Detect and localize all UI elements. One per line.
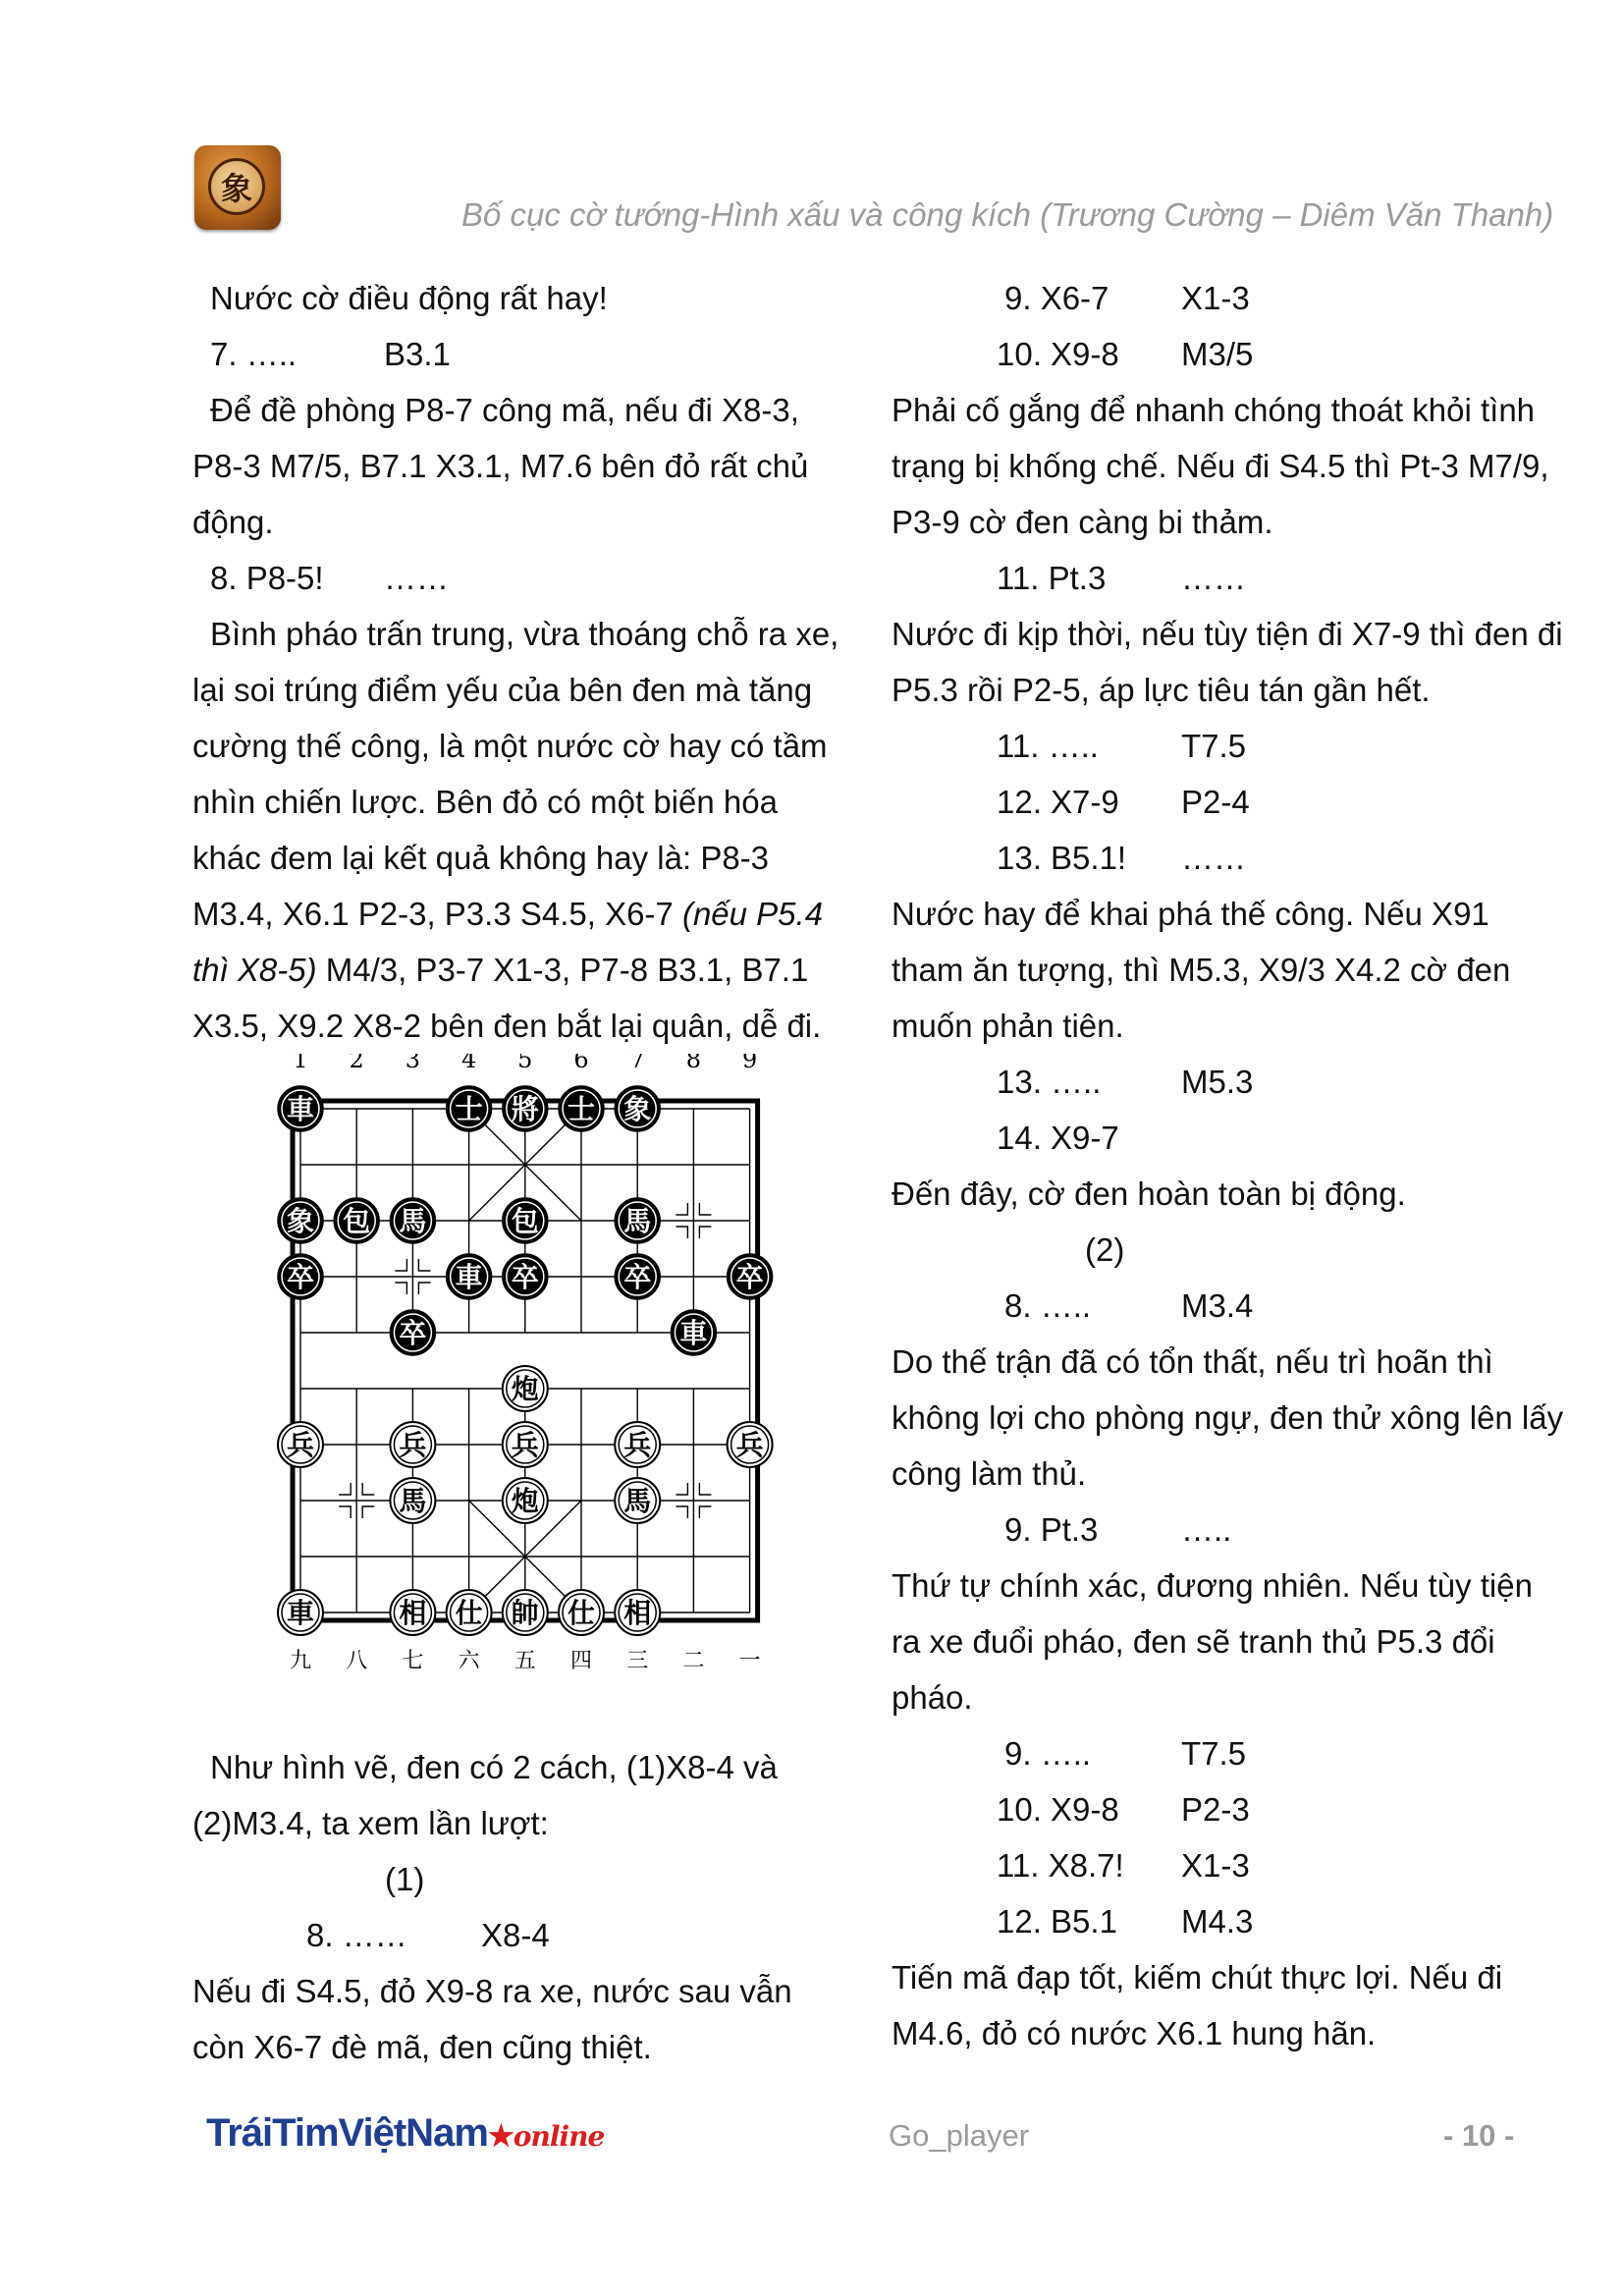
position-marker	[676, 1227, 687, 1238]
file-number-top: 3	[405, 1054, 421, 1073]
red-piece	[615, 1590, 660, 1635]
file-number-top: 7	[629, 1054, 645, 1073]
board-grid	[293, 1101, 758, 1620]
red-piece	[278, 1590, 323, 1635]
move-number: 11. …..	[997, 728, 1099, 764]
move-number: 14. X9-7	[997, 1120, 1119, 1156]
move-number: 8. …..	[1004, 1287, 1092, 1324]
move-line	[892, 326, 1569, 382]
piece-label: 馬	[399, 1485, 427, 1517]
black-piece	[728, 1254, 773, 1299]
move-line	[892, 1725, 1569, 1781]
brand-suffix: online	[513, 2120, 605, 2153]
paragraph-italic: (nếu P5.4 thì X8-5)	[192, 896, 824, 988]
move-line	[192, 1907, 840, 1963]
black-piece	[278, 1198, 323, 1243]
move-number: 8. P8-5!	[210, 560, 324, 596]
move-text: ……	[1181, 840, 1246, 876]
position-marker	[362, 1506, 374, 1518]
file-number-bottom: 二	[682, 1649, 705, 1673]
position-marker	[699, 1506, 711, 1518]
move-number: 10. X9-8	[997, 336, 1119, 372]
move-text: …..	[1181, 1511, 1232, 1548]
piece-label: 卒	[511, 1261, 539, 1293]
move-text: T7.5	[1181, 728, 1247, 764]
piece-label: 兵	[623, 1429, 652, 1461]
paragraph-text: Bình pháo trấn trung, vừa thoáng chỗ ra xe, lại soi trúng điểm yếu của bên đen mà tăng cường thế công, là một nước cờ hay có tầm nhìn chiến lược. Bên đỏ có một biến hóa khác đem lại kết quả không hay là: P8-3 M3.4, X6.1 P2-3, P3.3 S4.5, X6-7	[192, 616, 839, 932]
black-piece	[503, 1086, 548, 1131]
red-piece	[728, 1422, 773, 1467]
move-number: 10. X9-8	[997, 1791, 1119, 1828]
piece-label: 卒	[623, 1261, 652, 1293]
move-line	[892, 1054, 1569, 1110]
move-number: 12. X7-9	[997, 784, 1119, 820]
red-piece	[615, 1478, 660, 1523]
star-icon: ★	[487, 2120, 514, 2153]
piece-label: 仕	[567, 1597, 596, 1629]
paragraph: Đến đây, cờ đen hoàn toàn bị động.	[892, 1175, 1406, 1212]
move-line	[892, 830, 1569, 886]
piece-label: 兵	[735, 1429, 764, 1461]
red-piece	[390, 1422, 435, 1467]
move-text: T7.5	[1181, 1735, 1247, 1772]
right-column	[892, 270, 1569, 2061]
piece-label: 象	[623, 1093, 652, 1125]
red-piece	[447, 1590, 492, 1635]
position-marker	[699, 1483, 711, 1495]
footer-author: Go_player	[889, 2118, 1030, 2153]
footer-brand-logo	[206, 2111, 604, 2156]
black-piece	[447, 1086, 492, 1131]
move-line	[192, 550, 840, 606]
black-piece	[278, 1086, 323, 1131]
piece-label: 象	[286, 1205, 315, 1237]
red-piece	[503, 1590, 548, 1635]
piece-label: 士	[455, 1093, 483, 1125]
file-number-bottom: 四	[569, 1649, 593, 1673]
file-number-bottom: 五	[514, 1649, 536, 1673]
black-piece	[615, 1086, 660, 1131]
black-piece	[559, 1086, 604, 1131]
position-marker	[418, 1283, 430, 1294]
piece-label: 帥	[511, 1597, 539, 1629]
move-text: M3.4	[1181, 1287, 1254, 1324]
file-number-top: 6	[573, 1054, 589, 1073]
piece-label: 兵	[286, 1429, 315, 1461]
move-line	[892, 1893, 1569, 1949]
piece-label: 卒	[286, 1261, 315, 1293]
file-number-bottom: 八	[346, 1649, 368, 1673]
position-marker	[676, 1203, 687, 1215]
black-piece	[615, 1254, 660, 1299]
file-number-top: 1	[293, 1054, 308, 1073]
move-line	[892, 1781, 1569, 1837]
piece-label: 將	[511, 1093, 539, 1125]
move-line	[892, 1278, 1569, 1334]
move-line	[892, 1110, 1569, 1166]
position-marker	[339, 1506, 351, 1518]
paragraph: Nếu đi S4.5, đỏ X9-8 ra xe, nước sau vẫn còn X6-7 đè mã, đen cũng thiệt.	[192, 1973, 792, 2065]
xiangqi-board-diagram	[192, 1054, 840, 1741]
file-number-bottom: 一	[738, 1649, 761, 1673]
black-piece	[447, 1254, 492, 1299]
piece-label: 相	[623, 1597, 652, 1629]
paragraph-text: M4/3, P3-7 X1-3, P7-8 B3.1, B7.1 X3.5, X9.2 X8-2 bên đen bắt lại quân, dễ đi.	[192, 952, 822, 1044]
move-number: 8. ……	[306, 1917, 407, 1953]
piece-label: 馬	[623, 1205, 652, 1237]
page-header-title: Bố cục cờ tướng-Hình xấu và công kích (Trương Cường – Diêm Văn Thanh)	[461, 196, 1554, 233]
black-piece	[615, 1198, 660, 1243]
position-marker	[699, 1227, 711, 1238]
move-text: B3.1	[384, 336, 451, 372]
brand-name: TráiTimViệtNam	[206, 2111, 488, 2155]
move-text: P2-3	[1181, 1791, 1250, 1828]
move-number: 12. B5.1	[997, 1903, 1117, 1940]
move-number: 9. …..	[1004, 1735, 1092, 1772]
piece-label: 包	[511, 1205, 539, 1237]
move-number: 9. X6-7	[1004, 280, 1109, 316]
black-piece	[390, 1310, 435, 1355]
red-piece	[615, 1422, 660, 1467]
move-line	[892, 550, 1569, 606]
move-text: ……	[1181, 560, 1246, 596]
paragraph: Để đề phòng P8-7 công mã, nếu đi X8-3, P8-3 M7/5, B7.1 X3.1, M7.6 bên đỏ rất chủ động.	[192, 392, 809, 540]
paragraph: Nước đi kịp thời, nếu tùy tiện đi X7-9 thì đen đi P5.3 rồi P2-5, áp lực tiêu tán gần hết.	[892, 616, 1563, 708]
piece-label: 相	[399, 1597, 427, 1629]
piece-label: 車	[455, 1261, 483, 1293]
piece-label: 兵	[399, 1429, 427, 1461]
piece-label: 士	[567, 1093, 596, 1125]
black-piece	[503, 1198, 548, 1243]
file-number-top: 5	[517, 1054, 533, 1073]
move-number: 13. B5.1!	[997, 840, 1127, 876]
move-text: M5.3	[1181, 1064, 1254, 1100]
position-marker	[339, 1483, 351, 1495]
move-number: 13. …..	[997, 1064, 1102, 1100]
paragraph: Nước hay để khai phá thế công. Nếu X91 tham ăn tượng, thì M5.3, X9/3 X4.2 cờ đen muốn phản tiên.	[892, 896, 1511, 1044]
black-piece	[671, 1310, 716, 1355]
black-piece	[390, 1198, 435, 1243]
file-number-bottom: 六	[458, 1649, 480, 1673]
paragraph	[192, 606, 840, 1054]
move-line	[892, 1837, 1569, 1893]
move-text: P2-4	[1181, 784, 1250, 820]
move-line	[892, 270, 1569, 326]
position-marker	[699, 1203, 711, 1215]
piece-label: 炮	[511, 1373, 539, 1405]
red-piece	[503, 1422, 548, 1467]
move-text: X8-4	[481, 1917, 550, 1953]
paragraph: Phải cố gắng để nhanh chóng thoát khỏi tình trạng bị khống chế. Nếu đi S4.5 thì Pt-3 M7/9, P3-9 cờ đen càng bi thảm.	[892, 392, 1549, 540]
piece-label: 卒	[399, 1317, 427, 1349]
piece-label: 馬	[399, 1205, 427, 1237]
file-number-bottom: 三	[626, 1649, 649, 1673]
red-piece	[278, 1422, 323, 1467]
move-number: 11. Pt.3	[997, 560, 1107, 596]
section-label: (2)	[1085, 1231, 1125, 1268]
move-text: X1-3	[1181, 280, 1250, 316]
move-number: 11. X8.7!	[997, 1847, 1124, 1884]
red-piece	[390, 1590, 435, 1635]
piece-label: 車	[679, 1317, 708, 1349]
position-marker	[395, 1283, 406, 1294]
red-piece	[559, 1590, 604, 1635]
move-line	[892, 774, 1569, 830]
black-piece	[278, 1254, 323, 1299]
piece-label: 卒	[735, 1261, 764, 1293]
black-piece	[334, 1198, 379, 1243]
red-piece	[390, 1478, 435, 1523]
paragraph: Nước cờ điều động rất hay!	[210, 280, 608, 316]
piece-label: 炮	[511, 1485, 539, 1517]
position-marker	[395, 1259, 406, 1271]
section-label: (1)	[385, 1861, 425, 1897]
position-marker	[676, 1483, 687, 1495]
move-text: M4.3	[1181, 1903, 1254, 1940]
file-number-bottom: 九	[289, 1649, 312, 1673]
file-number-top: 4	[460, 1054, 477, 1073]
xiangqi-logo-piece: 象	[208, 158, 265, 215]
piece-label: 仕	[455, 1597, 483, 1629]
move-line	[192, 326, 840, 382]
red-piece	[503, 1478, 548, 1523]
position-marker	[676, 1506, 687, 1518]
move-number: 7. …..	[210, 336, 298, 372]
move-text: ……	[384, 560, 449, 596]
page-number: - 10 -	[1443, 2118, 1515, 2153]
paragraph: Như hình vẽ, đen có 2 cách, (1)X8-4 và (2)M3.4, ta xem lần lượt:	[192, 1749, 778, 1841]
piece-label: 包	[343, 1205, 371, 1237]
piece-label: 馬	[623, 1485, 652, 1517]
move-line	[892, 718, 1569, 774]
file-number-top: 9	[741, 1054, 758, 1073]
paragraph: Do thế trận đã có tổn thất, nếu trì hoãn thì không lợi cho phòng ngự, đen thử xông lên lấy công làm thủ.	[892, 1343, 1564, 1492]
move-line	[892, 1502, 1569, 1558]
position-marker	[362, 1483, 374, 1495]
file-number-top: 8	[685, 1054, 702, 1073]
paragraph: Thứ tự chính xác, đương nhiên. Nếu tùy tiện ra xe đuổi pháo, đen sẽ tranh thủ P5.3 đổi pháo.	[892, 1567, 1533, 1716]
piece-label: 兵	[511, 1429, 539, 1461]
board-svg	[192, 1054, 840, 1741]
app-logo	[194, 145, 281, 230]
black-piece	[503, 1254, 548, 1299]
red-piece	[503, 1366, 548, 1411]
left-column	[192, 270, 840, 2075]
move-text: M3/5	[1181, 336, 1254, 372]
file-number-bottom: 七	[402, 1649, 424, 1673]
position-marker	[418, 1259, 430, 1271]
piece-label: 車	[286, 1093, 315, 1125]
move-number: 9. Pt.3	[1004, 1511, 1099, 1548]
paragraph: Tiến mã đạp tốt, kiếm chút thực lợi. Nếu đi M4.6, đỏ có nước X6.1 hung hãn.	[892, 1959, 1503, 2051]
move-text: X1-3	[1181, 1847, 1250, 1884]
file-number-top: 2	[349, 1054, 364, 1073]
piece-label: 車	[286, 1597, 315, 1629]
